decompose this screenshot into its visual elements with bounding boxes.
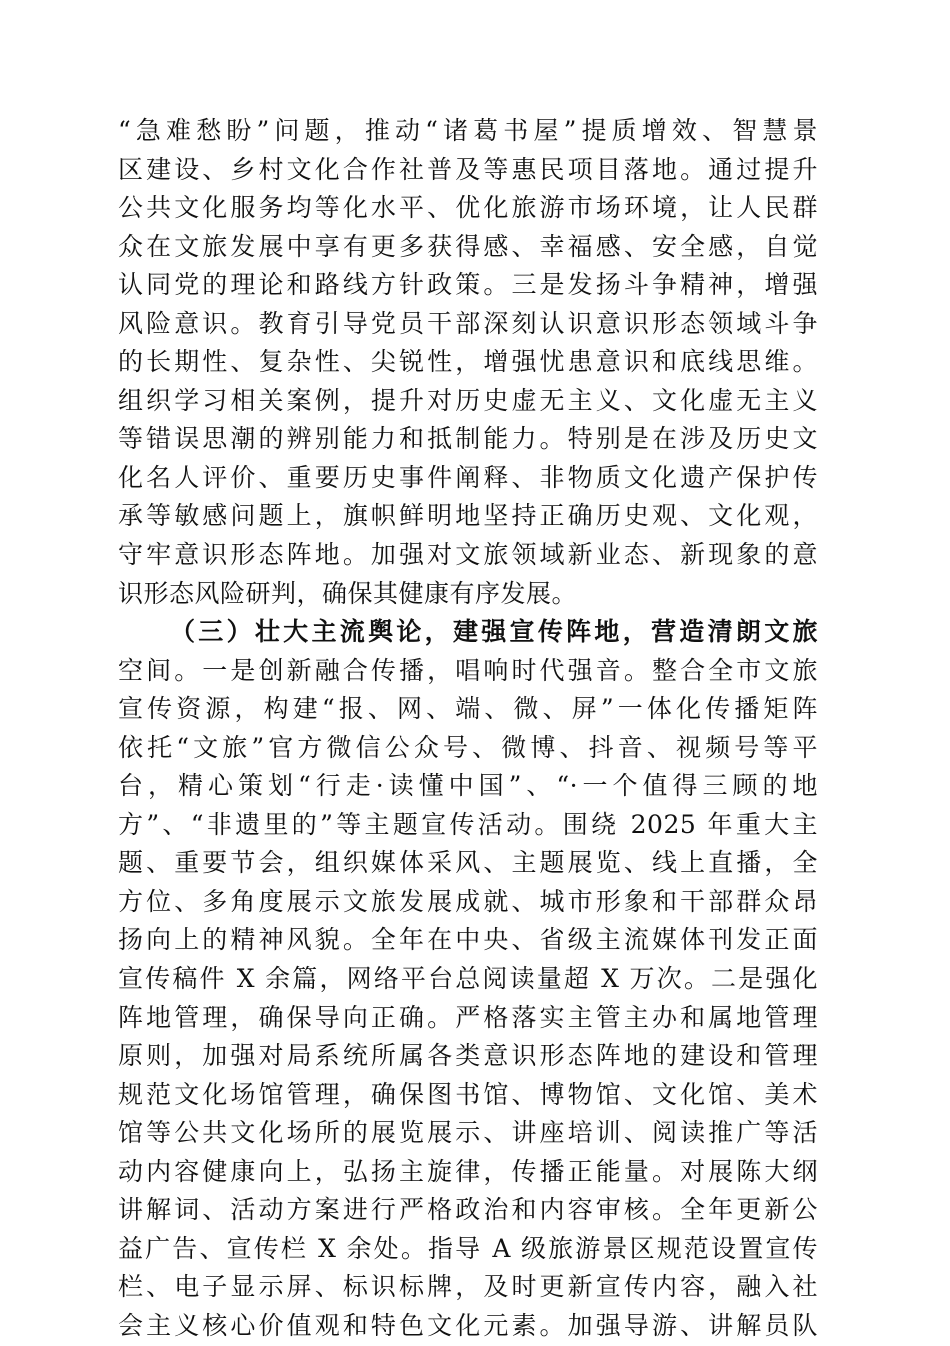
text-line: 空间。一是创新融合传播，唱响时代强音。整合全市文旅 [118,655,818,685]
text-line: 认同党的理论和路线方针政策。三是发扬斗争精神，增强 [118,270,818,300]
document-body [118,112,818,1346]
text-line: 会主义核心价值观和特色文化元素。加强导游、讲解员队 [118,1310,818,1340]
text-line: 馆等公共文化场所的展览展示、讲座培训、阅读推广等活 [118,1118,818,1148]
text-line: 台，精心策划“行走·读懂中国”、“·一个值得三顾的地 [118,771,818,801]
text-line: 方位、多角度展示文旅发展成就、城市形象和干部群众昂 [118,886,818,916]
text-line: 等错误思潮的辨别能力和抵制能力。特别是在涉及历史文 [118,424,818,454]
text-line: 宣传稿件 X 余篇，网络平台总阅读量超 X 万次。二是强化 [118,964,818,994]
text-line: 的长期性、复杂性、尖锐性，增强忧患意识和底线思维。 [118,347,818,377]
text-line: 守牢意识形态阵地。加强对文旅领域新业态、新现象的意 [118,540,818,570]
text-line: 公共文化服务均等化水平、优化旅游市场环境，让人民群 [118,193,818,223]
text-line: 题、重要节会，组织媒体采风、主题展览、线上直播，全 [118,848,818,878]
text-line: 栏、电子显示屏、标识标牌，及时更新宣传内容，融入社 [118,1272,818,1302]
paragraph-end-line: 识形态风险研判，确保其健康有序发展。 [118,578,578,608]
text-line: 风险意识。教育引导党员干部深刻认识意识形态领域斗争 [118,308,818,338]
text-line: 区建设、乡村文化合作社普及等惠民项目落地。通过提升 [118,154,818,184]
text-line: 益广告、宣传栏 X 余处。指导 A 级旅游景区规范设置宣传 [118,1233,818,1263]
text-line: “急难愁盼”问题，推动“诸葛书屋”提质增效、智慧景 [118,116,818,145]
text-line: 扬向上的精神风貌。全年在中央、省级主流媒体刊发正面 [118,925,818,955]
text-line: 方”、“非遗里的”等主题宣传活动。围绕 2025 年重大主 [118,809,818,839]
text-line: 宣传资源，构建“报、网、端、微、屏”一体化传播矩阵 [118,694,818,724]
text-line: 动内容健康向上，弘扬主旋律，传播正能量。对展陈大纲 [118,1156,818,1186]
text-line: 阵地管理，确保导向正确。严格落实主管主办和属地管理 [118,1002,818,1032]
text-line: 依托“文旅”官方微信公众号、微博、抖音、视频号等平 [118,732,818,762]
text-line: 承等敏感问题上，旗帜鲜明地坚持正确历史观、文化观， [118,501,818,531]
text-line: 规范文化场馆管理，确保图书馆、博物馆、文化馆、美术 [118,1079,818,1109]
text-line: 组织学习相关案例，提升对历史虚无主义、文化虚无主义 [118,385,818,415]
text-line: 原则，加强对局系统所属各类意识形态阵地的建设和管理 [118,1041,818,1071]
text-line: 化名人评价、重要历史事件阐释、非物质文化遗产保护传 [118,462,818,492]
section-heading-line: （三）壮大主流舆论，建强宣传阵地，营造清朗文旅 [170,617,818,647]
text-line: 众在文旅发展中享有更多获得感、幸福感、安全感，自觉 [118,231,818,261]
text-line: 讲解词、活动方案进行严格政治和内容审核。全年更新公 [118,1195,818,1225]
